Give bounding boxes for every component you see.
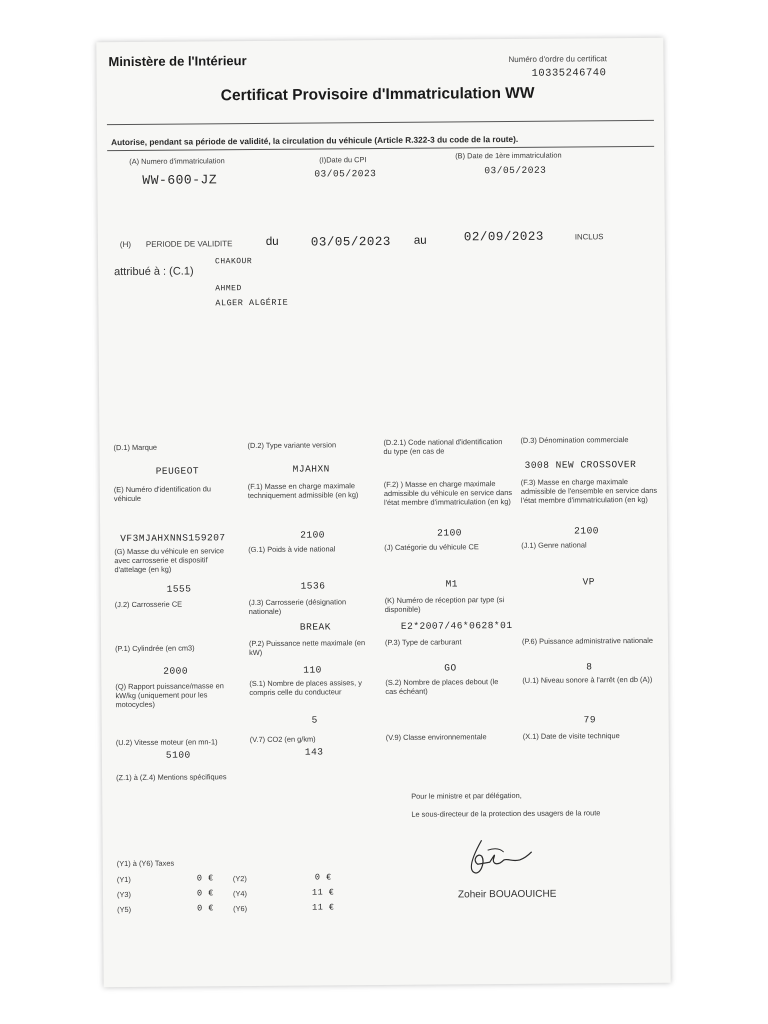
holder-lastname: CHAKOUR: [214, 257, 253, 267]
field-j2-label: (J.2) Carrosserie CE: [114, 599, 183, 610]
field-p1-label: (P.1) Cylindrée (en cm3): [115, 643, 195, 654]
field-p2-value: 110: [303, 664, 322, 676]
field-d2-label: (D.2) Type variante version: [247, 440, 337, 451]
field-u2-value: 5100: [165, 749, 191, 761]
field-j-value: M1: [445, 578, 459, 590]
field-j1-value: VP: [582, 576, 596, 588]
tax-y6-value: 11 €: [312, 902, 335, 913]
field-p3-value: GO: [444, 662, 457, 674]
document-title: Certificat Provisoire d'Immatriculation WW: [220, 84, 535, 105]
field-s1-label: (S.1) Nombre de places assises, y compris celle du conducteur: [249, 678, 362, 698]
tax-y2-label: (Y2): [232, 874, 247, 884]
order-number-label: Numéro d'ordre du certificat: [508, 54, 607, 65]
taxes-title: (Y1) à (Y6) Taxes: [116, 858, 175, 869]
field-v7-value: 143: [304, 746, 324, 758]
signature-mark: [460, 832, 540, 883]
signature-line-1: Pour le ministre et par délégation,: [411, 790, 522, 801]
holder-label: attribué à : (C.1): [114, 265, 194, 279]
field-d1-value: PEUGEOT: [155, 465, 200, 477]
tax-y6-label: (Y6): [233, 904, 248, 914]
registration-number-label: (A) Numero d'immatriculation: [129, 156, 225, 166]
authorization-rule: [107, 146, 654, 151]
field-d1-label: (D.1) Marque: [113, 442, 158, 453]
field-q-label: (Q) Rapport puissance/masse en kW/kg (uniquement pour les motocycles): [115, 681, 224, 710]
field-z-label: (Z.1) à (Z.4) Mentions spécifiques: [116, 772, 227, 783]
tax-y4-value: 11 €: [311, 887, 335, 898]
registration-number: WW-600-JZ: [142, 172, 218, 188]
field-e-value: VF3MJAHXNNS159207: [120, 532, 226, 545]
field-d3-label: (D.3) Dénomination commerciale: [520, 435, 629, 445]
field-f2-value: 2100: [437, 527, 463, 539]
header-rule: [107, 120, 654, 125]
field-p1-value: 2000: [163, 665, 189, 677]
tax-y2-value: 0 €: [314, 872, 332, 883]
field-p3-label: (P.3) Type de carburant: [384, 637, 462, 647]
field-u1-value: 79: [583, 714, 597, 726]
field-u1-label: (U.1) Niveau sonore à l'arrêt (en db (A)): [522, 674, 653, 685]
validity-code: (H): [119, 239, 132, 250]
field-j1-label: (J.1) Genre national: [521, 540, 587, 550]
cpi-date-label: (I)Date du CPI: [319, 155, 367, 165]
first-registration-date: 03/05/2023: [484, 164, 547, 177]
field-g1-value: 1536: [300, 580, 326, 592]
tax-y1-value: 0 €: [196, 873, 214, 884]
validity-from: 03/05/2023: [310, 234, 391, 250]
field-g1-label: (G.1) Poids à vide national: [248, 544, 336, 555]
field-k-label: (K) Numéro de réception par type (si disponible): [384, 595, 505, 614]
field-j3-label: (J.3) Carrosserie (désignation nationale): [248, 597, 347, 617]
holder-firstname: AHMED: [215, 284, 242, 294]
field-v9-label: (V.9) Classe environnementale: [385, 732, 487, 742]
field-j3-value: BREAK: [299, 621, 331, 633]
tax-y5-label: (Y5): [117, 904, 132, 915]
validity-inclus: INCLUS: [574, 232, 604, 242]
field-s2-label: (S.2) Nombre de places debout (le cas échéant): [385, 677, 499, 696]
certificate-sheet: [96, 38, 670, 987]
validity-du-label: du: [265, 235, 279, 248]
tax-y4-label: (Y4): [232, 889, 247, 899]
field-x1-label: (X.1) Date de visite technique: [522, 731, 620, 741]
field-v7-label: (V.7) CO2 (en g/km): [249, 734, 316, 745]
validity-au-label: au: [413, 234, 427, 247]
holder-address: ALGER ALGÉRIE: [215, 297, 289, 309]
field-f3-value: 2100: [574, 525, 600, 537]
field-f2-label: (F.2) ) Masse en charge maximale admissible du véhicule en service dans l'état membre d'immatriculation (en kg): [383, 479, 513, 507]
field-d2-value: MJAHXN: [292, 463, 330, 475]
field-f1-value: 2100: [300, 529, 326, 541]
field-p6-value: 8: [586, 661, 593, 673]
validity-to: 02/09/2023: [463, 229, 544, 245]
validity-period-label: PERIODE DE VALIDITE: [145, 239, 233, 249]
cpi-date: 03/05/2023: [314, 168, 377, 180]
field-k-value: E2*2007/46*0628*01: [400, 619, 513, 632]
field-f1-label: (F.1) Masse en charge maximale techniquement admissible (en kg): [247, 481, 359, 501]
order-number: 10335246740: [531, 67, 607, 80]
tax-y3-label: (Y3): [116, 889, 131, 900]
field-e-label: (E) Numéro d'identification du véhicule: [113, 484, 211, 504]
first-registration-label: (B) Date de 1ère immatriculation: [455, 150, 562, 161]
field-j-label: (J) Catégorie du véhicule CE: [384, 542, 479, 552]
tax-y3-value: 0 €: [196, 888, 214, 899]
field-g-label: (G) Masse du véhicule en service avec carrosserie et dispositif d'attelage (en kg): [114, 546, 225, 575]
signature-line-2: Le sous-directeur de la protection des usagers de la route: [411, 808, 601, 819]
field-p6-label: (P.6) Puissance administrative nationale: [521, 635, 653, 646]
signatory-name: Zoheir BOUAOUICHE: [457, 888, 557, 901]
tax-y5-value: 0 €: [197, 903, 214, 914]
tax-y1-label: (Y1): [116, 874, 131, 885]
field-d21-label: (D.2.1) Code national d'identification du type (en cas de: [383, 437, 503, 456]
field-f3-label: (F.3) Masse en charge maximale admissible de l'ensemble en service dans l'état membre d'immatriculation (en kg): [520, 477, 658, 505]
field-s1-value: 5: [311, 714, 318, 726]
field-u2-label: (U.2) Vitesse moteur (en mn-1): [115, 737, 218, 748]
authorization-text: Autorise, pendant sa période de validité, la circulation du véhicule (Article R.322-3 du code de la route).: [111, 133, 519, 148]
field-d3-value: 3008 NEW CROSSOVER: [524, 459, 637, 471]
field-g-value: 1555: [166, 583, 192, 595]
field-p2-label: (P.2) Puissance nette maximale (en kW): [248, 638, 366, 658]
ministry-title: Ministère de l'Intérieur: [108, 53, 247, 70]
